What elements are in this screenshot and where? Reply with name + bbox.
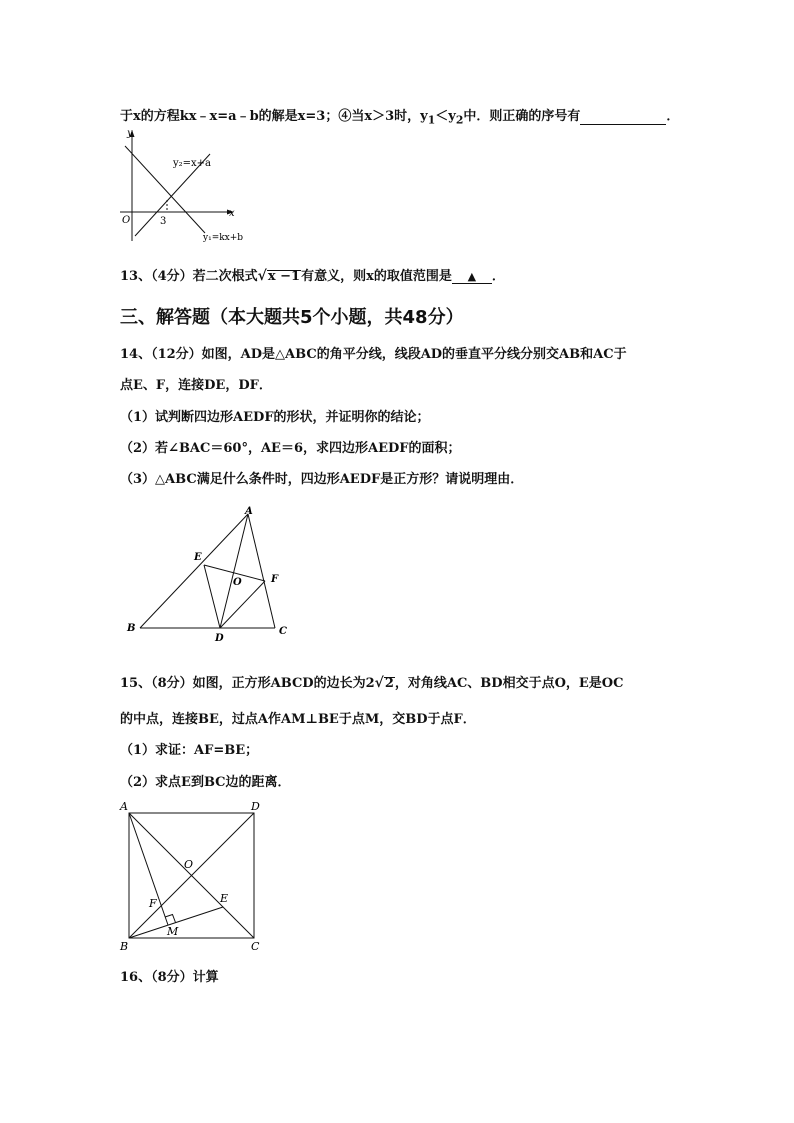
label-o: O — [233, 577, 242, 588]
segment-df — [220, 581, 265, 628]
q15-line-2: 的中点，连接BE，过点A作AM⊥BE于点M，交BD于点F． — [120, 712, 476, 727]
label-f: F — [149, 897, 157, 910]
q14-line-1: 14、（12分）如图，AD是△ABC的角平分线，线段AD的垂直平分线分别交AB和AC于 — [120, 347, 627, 362]
graph-origin-label: O — [122, 215, 131, 226]
graph-x-label: x — [229, 208, 235, 219]
label-a: A — [245, 506, 253, 517]
label-b: B — [127, 623, 136, 634]
segment-ac — [248, 514, 275, 628]
q12-sub-1: 1 — [427, 113, 436, 127]
label-f: F — [271, 574, 279, 585]
q12-text-1: 于x的方程kx﹣x=a﹣b的解是x=3；④当x＞3时，y — [120, 109, 428, 124]
q14-part-2: （2）若∠BAC＝60°，AE＝6，求四边形AEDF的面积； — [120, 441, 461, 456]
q15-part-1: （1）求证：AF=BE； — [120, 743, 259, 758]
q15-line-1 — [120, 672, 623, 691]
triangle-abc-figure — [120, 500, 300, 645]
graph-y-label: y — [127, 128, 133, 139]
q13-radical-sign: √ — [257, 268, 267, 284]
q13-line — [120, 265, 505, 284]
q12-sub-2: 2 — [455, 113, 464, 127]
label-c: C — [279, 626, 287, 637]
segment-ad — [220, 514, 248, 628]
label-d: D — [251, 800, 260, 813]
q12-text-2: ＜y — [435, 109, 456, 124]
square-abcd-figure — [115, 798, 270, 958]
label-e: E — [220, 892, 229, 905]
section-3-heading: 三、解答题（本大题共5个小题，共48分） — [120, 307, 464, 328]
label-a: A — [120, 800, 128, 813]
q14-line-2: 点E、F，连接DE，DF． — [120, 378, 272, 393]
q15-part-2: （2）求点E到BC边的距离． — [120, 775, 291, 790]
q13-middle: 有意义，则x的取值范围是 — [301, 269, 452, 284]
q14-part-3: （3）△ABC满足什么条件时，四边形AEDF是正方形？请说明理由． — [120, 472, 524, 487]
linear-functions-graph — [115, 126, 255, 246]
label-e: E — [194, 552, 202, 563]
segment-ed — [204, 565, 220, 628]
label-b: B — [120, 940, 129, 953]
line1-label: y₁=kx+b — [203, 233, 244, 243]
q15-radical-sign: √ — [374, 675, 384, 691]
q15-radicand: 2 — [384, 676, 394, 691]
q14-part-1: （1）试判断四边形AEDF的形状，并证明你的结论； — [120, 410, 430, 425]
q13-prefix: 13、（4分）若二次根式 — [120, 269, 258, 284]
q13-answer-blank: ▲ — [452, 270, 492, 284]
q15-line-1b: ，对角线AC、BD相交于点O，E是OC — [394, 676, 624, 691]
q15-line-1a: 15、（8分）如图，正方形ABCD的边长为2 — [120, 676, 375, 691]
label-o: O — [184, 858, 194, 871]
segment-ab — [140, 514, 248, 628]
q13-end: ． — [491, 269, 505, 284]
q13-radicand: x −1 — [267, 269, 301, 284]
label-m: M — [167, 925, 179, 938]
graph-tick-3: 3 — [160, 216, 167, 227]
label-d: D — [215, 633, 224, 644]
q16-line: 16、（8分）计算 — [120, 970, 219, 985]
label-c: C — [251, 940, 260, 953]
q12-text-3: 中．则正确的序号有 — [463, 109, 581, 124]
line2-label: y₂=x+a — [173, 158, 212, 169]
q12-end: ． — [666, 109, 680, 124]
q12-tail-line — [120, 105, 679, 127]
q12-answer-blank — [580, 109, 666, 125]
